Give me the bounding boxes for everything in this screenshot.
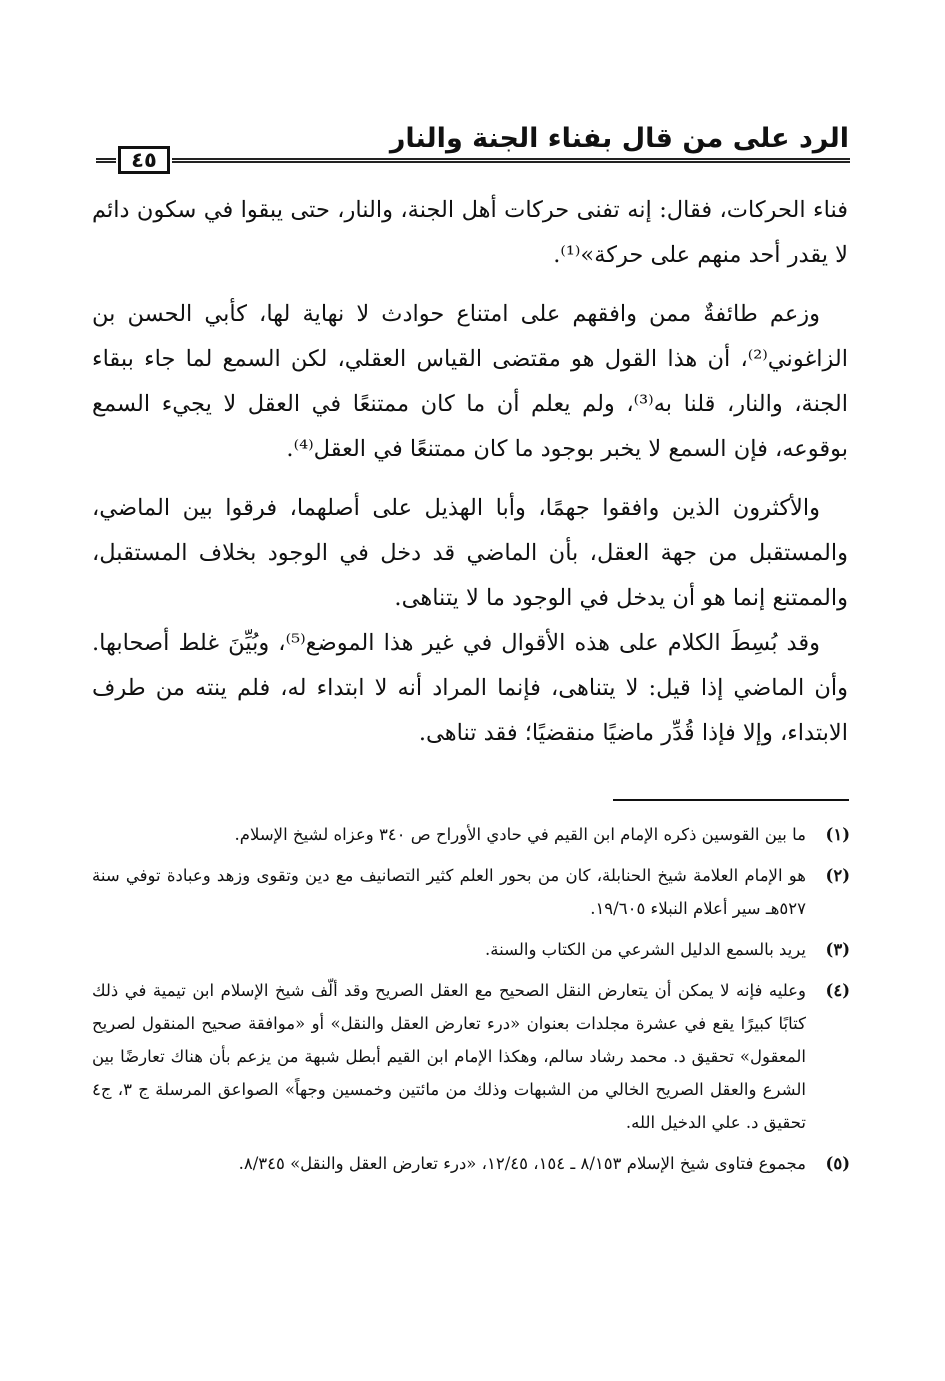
footnotes (92, 818, 850, 1188)
footnote-text: هو الإمام العلامة شيخ الحنابلة، كان من بحور العلم كثير التصانيف مع دين وتقوى وزهد وعبادة توفي سنة ٥٢٧هـ سير أعلام النبلاء ١٩/٦٠٥. (92, 866, 806, 918)
paragraph: وقد بُسِطَ الكلام على هذه الأقوال في غير هذا الموضع⁽⁵⁾، وبُيِّنَ غلط أصحابها. وأن الماضي إذا قيل: لا يتناهى، فإنما المراد أنه لا ابتداء له، فلم ينته من طرف الابتداء، وإلا فإذا قُدِّر ماضيًا منقضيًا؛ فقد تناهى. (92, 630, 848, 746)
footnote-text: ما بين القوسين ذكره الإمام ابن القيم في حادي الأوراح ص ٣٤٠ وعزاه لشيخ الإسلام. (234, 825, 806, 844)
footnote-item (92, 933, 850, 966)
footnote-text: يريد بالسمع الدليل الشرعي من الكتاب والسنة. (485, 940, 806, 959)
footnote-text: مجموع فتاوى شيخ الإسلام ٨/١٥٣ ـ ١٥٤، ١٢/٤٥، «درء تعارض العقل والنقل» ٨/٣٤٥. (238, 1154, 806, 1173)
footnote-number: (١) (825, 825, 850, 844)
footnote-number: (٤) (825, 981, 850, 1000)
footnote-number: (٥) (825, 1154, 850, 1173)
footnote-item (92, 859, 850, 925)
footnote-item (92, 818, 850, 851)
main-text (92, 188, 848, 756)
page-number: ٤٥ (118, 146, 170, 174)
header-rule-main (172, 158, 850, 163)
paragraph: وزعم طائفةٌ ممن وافقهم على امتناع حوادث لا نهاية لها، كأبي الحسن بن الزاغوني⁽²⁾، أن هذا القول هو مقتضى القياس العقلي، لكن السمع لما جاء ببقاء الجنة، والنار، قلنا به⁽³⁾، ولم يعلم أن ما كان ممتنعًا في العقل لا يجيء السمع بوقوعه، فإن السمع لا يخبر بوجود ما كان ممتنعًا في العقل⁽⁴⁾. (92, 301, 848, 462)
footnote-item (92, 1147, 850, 1180)
footnote-item (92, 974, 850, 1139)
paragraph: فناء الحركات، فقال: إنه تفنى حركات أهل الجنة، والنار، حتى يبقوا في سكون دائم لا يقدر أحد منهم على حركة»⁽¹⁾. (92, 197, 848, 268)
footnote-number: (٣) (825, 940, 850, 959)
paragraph: والأكثرون الذين وافقوا جهمًا، وأبا الهذيل على أصلهما، فرقوا بين الماضي، والمستقبل من جهة العقل، بأن الماضي قد دخل في الوجود بخلاف المستقبل، والممتنع إنما هو أن يدخل في الوجود ما لا يتناهى. (92, 495, 848, 611)
footnote-separator (613, 799, 849, 801)
footnote-text: وعليه فإنه لا يمكن أن يتعارض النقل الصحيح مع العقل الصريح وقد ألّف شيخ الإسلام ابن تيمية في ذلك كتابًا كبيرًا يقع في عشرة مجلدات بعنوان «درء تعارض العقل والنقل» أو «موافقة صحيح المنقول لصريح المعقول» تحقيق د. محمد رشاد سالم، وهكذا الإمام ابن القيم أبطل شبهة من يزعم بأن هناك تعارضًا بين الشرع والعقل الصريح الخالي من الشبهات وذلك من مائتين وخمسين وجهاً» الصواعق المرسلة ج ٣، ج٤ تحقيق د. علي الدخيل الله. (92, 981, 806, 1132)
header-rule-left (96, 158, 116, 163)
footnote-number: (٢) (825, 866, 850, 885)
running-header-title: الرد على من قال بفناء الجنة والنار (389, 123, 849, 154)
